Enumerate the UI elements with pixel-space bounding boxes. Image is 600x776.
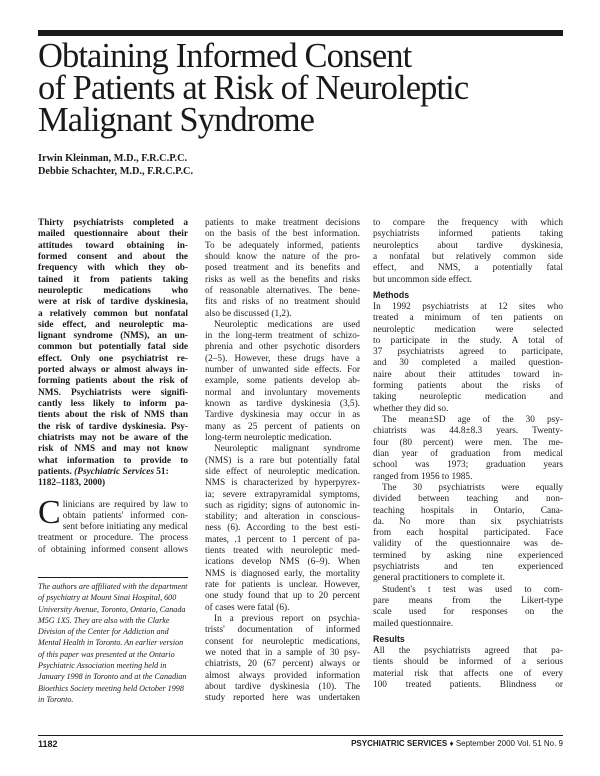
body-line: known as tardive dyskinesia (3,5).	[205, 399, 360, 409]
intro-line: linicians are required by law to	[62, 499, 188, 510]
body-line: NMS is characterized by hyperpyrex-	[205, 478, 360, 489]
body-line: study reported here was undertaken	[205, 693, 360, 704]
abstract-line: chiatrists may not be aware of the	[38, 432, 188, 443]
abstract-citation: (Psychiatric Services	[74, 466, 154, 477]
abstract-last-words: patients.	[38, 466, 75, 477]
body-line: a nonfatal but relatively common side	[373, 251, 563, 262]
body-line: To be adequately informed, patients	[205, 240, 360, 251]
diamond-separator-icon: ♦	[449, 739, 454, 748]
body-line: to participate in the study. A total of	[373, 335, 563, 346]
body-line: four (80 percent) were men. The me-	[373, 437, 563, 448]
body-line: ications develop NMS (6–9). When	[205, 557, 360, 568]
body-line: rate for patients is unclear. However,	[205, 580, 360, 590]
body-line: forming patients about the risks of	[373, 381, 563, 392]
body-line: Tardive dyskinesia may occur in as	[205, 410, 360, 421]
body-line: The 30 psychiatrists were equally	[382, 482, 563, 493]
body-line: psychiatrists and ten experienced	[373, 562, 563, 573]
body-line: The mean±SD age of the 30 psy-	[382, 415, 563, 425]
body-line: number of unwanted side effects. For	[205, 365, 360, 376]
abstract-line: effect. Only one psychiatrist re-	[38, 353, 188, 364]
body-line: side effect of neuroleptic medication.	[205, 466, 360, 477]
affiliation-rule	[38, 577, 188, 578]
intro-line: of obtaining informed consent allows	[38, 544, 188, 555]
abstract-line: formed consent and about the	[38, 251, 188, 262]
body-line: also be discussed (1,2).	[205, 308, 292, 319]
body-line: 37 psychiatrists agreed to participate,	[373, 347, 563, 358]
body-line: stability; and alteration in conscious-	[205, 512, 360, 523]
abstract-line: side effect, and neuroleptic ma-	[38, 319, 188, 330]
abstract-line: risk of NMS and may not know	[38, 444, 188, 455]
body-line: (NMS) is a rare but potentially fatal	[205, 455, 360, 466]
author-name: Debbie Schachter, M.D., F.R.C.P.C.	[38, 166, 194, 177]
abstract-line: the risk of tardive dyskinesia. Psy-	[38, 421, 188, 432]
title-line: of Patients at Risk of Neuroleptic	[38, 69, 469, 107]
drop-cap: C	[38, 493, 61, 531]
body-line: All the psychiatrists agreed that pa-	[373, 645, 563, 656]
abstract	[38, 218, 188, 490]
abstract-line: were at risk of tardive dyskinesia,	[38, 297, 188, 308]
body-line: Neuroleptic medications are used	[214, 319, 360, 330]
column-2	[205, 218, 360, 704]
body-line: teaching hospitals in Ontario, Cana-	[373, 505, 563, 516]
body-line: taking neuroleptic medication and	[373, 392, 563, 403]
body-line: validity of the questionnaire was de-	[373, 539, 563, 550]
body-line: in the long-term treatment of schizo-	[205, 331, 360, 342]
body-line: mates, .1 percent to 1 percent of pa-	[205, 534, 360, 545]
abstract-line: what information to provide to	[38, 455, 188, 466]
body-line: of reasonable alternatives. The bene-	[205, 285, 360, 296]
body-line: tients should be informed of a serious	[373, 657, 563, 668]
body-line: long-term neuroleptic medication.	[205, 432, 332, 443]
abstract-line: lignant syndrome (NMS), an un-	[38, 331, 188, 342]
abstract-line: mailed questionnaire about their	[38, 229, 188, 240]
body-line: general practitioners to complete it.	[373, 573, 505, 584]
body-line: (2–5). However, these drugs have a	[205, 353, 360, 364]
body-line: material risk that affects one of every	[373, 668, 563, 679]
body-line: naire about their attitudes toward in-	[373, 369, 563, 380]
abstract-citation-volume: 51:	[153, 466, 169, 477]
body-line: such as rigidity; signs of autonomic in-	[205, 500, 360, 511]
body-line: phrenia and other psychotic disorders	[205, 342, 360, 353]
body-line: psychiatrists informed patients taking	[373, 229, 563, 240]
body-line: on the basis of the best information.	[205, 229, 360, 240]
body-line: da. No more than six psychiatrists	[373, 516, 563, 527]
body-line: school was 1973; graduation years	[373, 460, 563, 471]
body-line: normal and involuntary movements	[205, 387, 360, 398]
abstract-line: neuroleptic medications who	[38, 285, 188, 296]
body-line: posed treatment and its benefits and	[205, 263, 360, 274]
body-line: neuroleptic medication were selected	[373, 324, 563, 335]
column-1	[38, 218, 188, 556]
body-line: ness (6). According to the best esti-	[205, 523, 360, 534]
body-line: chiatrists, 20 (67 percent) always or	[205, 659, 360, 670]
body-line: chiatrists was 44.8±8.3 years. Twenty-	[373, 426, 563, 437]
body-line: divided between teaching and non-	[373, 494, 563, 505]
body-line: pare means from the Likert-type	[373, 596, 563, 606]
body-line: fits and risks of no treatment should	[205, 297, 360, 308]
abstract-citation-pages: 1182–1183, 2000)	[38, 478, 106, 489]
author-affiliation-note: The authors are affiliated with the department of psychiatry at Mount Sinai Hospital, 600 University Avenue, Toronto, Ontario, Canada M5G 1X5. They are also with the Clarke Division of the Center for Addiction and Mental Health in Toronto. An earlier version of this paper was presented at the Ontario Psychiatric Association meeting held in January 1998 in Toronto and at the Canadian Bioethics Society meeting held October 1998 in Toronto.	[38, 582, 188, 704]
journal-name: PSYCHIATRIC SERVICES	[351, 739, 448, 748]
title-line: Obtaining Informed Consent	[38, 37, 412, 75]
intro-paragraph	[38, 493, 188, 557]
body-line: NMS is diagnosed early, the mortality	[205, 568, 360, 579]
body-line: termined by asking nine experienced	[373, 550, 563, 561]
body-line: should know the nature of the pro-	[205, 251, 360, 262]
abstract-line: NMS. Psychiatrists were signifi-	[38, 387, 188, 398]
body-line: neuroleptics about tardive dyskinesia,	[373, 240, 563, 251]
body-line: and 30 completed a mailed question-	[373, 358, 563, 369]
body-line: effect, and NMS, a potentially fatal	[373, 263, 563, 274]
abstract-line: ported always or almost always in-	[38, 365, 188, 376]
body-line: dian year of graduation from medical	[373, 448, 563, 459]
body-line: whether they did so.	[373, 403, 449, 414]
section-heading-methods: Methods	[373, 289, 410, 300]
page-number: 1182	[38, 739, 58, 749]
article-title	[38, 37, 563, 139]
body-line: patients to make treatment decisions	[205, 218, 360, 228]
issue-info: September 2000 Vol. 51 No. 9	[455, 739, 563, 748]
abstract-line: a relatively common but nonfatal	[38, 308, 188, 319]
body-line: about tardive dyskinesia (10). The	[205, 681, 360, 692]
body-line: from each hospital participated. Face	[373, 528, 563, 539]
body-line: example, some patients develop ab-	[205, 376, 360, 387]
abstract-line: frequency with which they ob-	[38, 263, 188, 274]
body-line: we noted that in a sample of 30 psy-	[205, 647, 360, 658]
body-line: In a previous report on psychia-	[214, 613, 360, 624]
abstract-line: tients about the risk of NMS than	[38, 410, 188, 421]
body-line: scale used for responses on the	[373, 607, 563, 618]
body-line: ranged from 1956 to 1985.	[373, 471, 473, 482]
body-line: tients treated with neuroleptic med-	[205, 546, 360, 557]
body-line: but uncommon side effect.	[373, 274, 472, 285]
abstract-line: cantly less likely to inform pa-	[38, 399, 188, 409]
intro-line: treatment or procedure. The process	[38, 533, 188, 544]
top-rule	[38, 30, 563, 36]
body-line: ia; severe extrapyramidal symptoms,	[205, 489, 360, 500]
body-line: treated a minimum of ten patients on	[373, 313, 563, 324]
abstract-line: common but potentially fatal side	[38, 342, 188, 353]
title-line: Malignant Syndrome	[38, 101, 315, 139]
body-line: In 1992 psychiatrists at 12 sites who	[373, 301, 563, 312]
running-footer	[351, 739, 563, 748]
body-line: Student's t test was used to com-	[382, 584, 563, 595]
body-line: many as 25 percent of patients on	[205, 421, 360, 432]
body-line: consent for neuroleptic medications,	[205, 636, 360, 647]
footer-rule	[38, 735, 563, 736]
section-heading-results: Results	[373, 633, 405, 644]
abstract-line	[38, 467, 188, 478]
body-line: of cases were fatal (6).	[205, 602, 290, 613]
body-line: risks as well as the benefits and risks	[205, 274, 360, 285]
body-line: almost always provided information	[205, 670, 360, 681]
column-3	[373, 218, 563, 691]
body-line: to compare the frequency with which	[373, 218, 563, 228]
abstract-line: Thirty psychiatrists completed a	[38, 218, 188, 228]
abstract-line: tained it from patients taking	[38, 274, 188, 285]
intro-line: sent before initiating any medical	[62, 522, 188, 533]
intro-line: obtain patients' informed con-	[62, 510, 188, 521]
author-name: Irwin Kleinman, M.D., F.R.C.P.C.	[38, 153, 188, 164]
body-line: Neuroleptic malignant syndrome	[214, 444, 360, 455]
abstract-line: attitudes toward obtaining in-	[38, 240, 188, 251]
body-line: one study found that up to 20 percent	[205, 591, 360, 602]
author-list	[38, 152, 193, 178]
body-line: 100 treated patients. Blindness or	[373, 679, 563, 690]
abstract-line: forming patients about the risk of	[38, 376, 188, 387]
body-line: trists' documentation of informed	[205, 625, 360, 636]
body-line: mailed questionnaire.	[373, 618, 454, 629]
